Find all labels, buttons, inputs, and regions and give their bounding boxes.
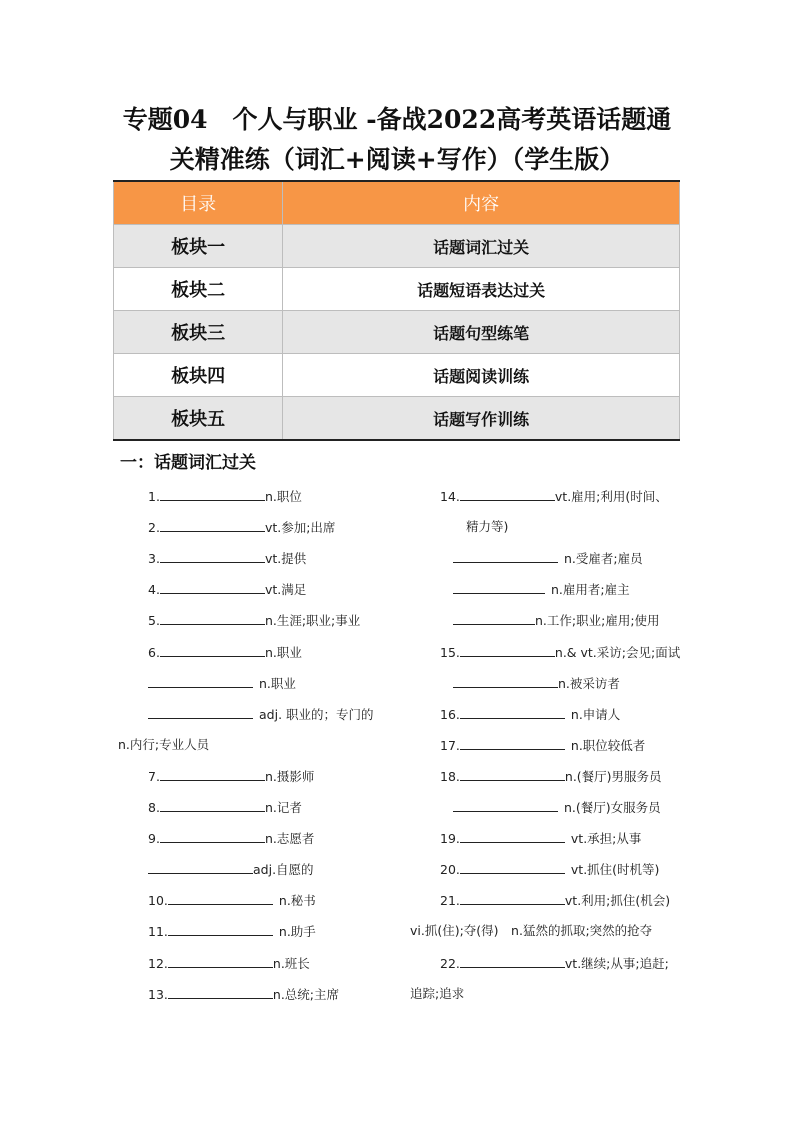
answer-blank[interactable] (160, 550, 265, 563)
left-vocab-item (148, 768, 314, 785)
item-definition: n.受雇者;雇员 (564, 551, 643, 567)
left-vocab-item (148, 955, 310, 972)
item-number: 10. (148, 893, 168, 909)
answer-blank[interactable] (453, 581, 545, 594)
item-definition: vt.参加;出席 (264, 520, 336, 536)
item-definition: 精力等) (466, 519, 509, 535)
item-definition: adj.自愿的 (253, 862, 314, 878)
right-vocab-item (440, 644, 680, 661)
right-vocab-item (410, 986, 464, 1002)
item-number: 16. (440, 706, 460, 722)
right-vocab-item (440, 892, 670, 909)
item-number: 7. (148, 768, 160, 784)
item-number: 1. (148, 489, 160, 504)
answer-blank[interactable] (160, 830, 265, 843)
item-definition: vt.满足 (264, 582, 307, 598)
answer-blank[interactable] (168, 923, 273, 936)
item-number: 15. (440, 644, 460, 660)
left-vocab-item (148, 581, 306, 598)
answer-blank[interactable] (453, 675, 558, 688)
item-definition: vt.提供 (264, 551, 307, 567)
answer-blank[interactable] (148, 675, 253, 688)
left-vocab-item (148, 923, 316, 940)
right-vocab-item (440, 861, 659, 878)
item-definition: adj. 职业的；专门的 (259, 706, 374, 722)
item-definition: n.职业 (264, 644, 302, 660)
item-definition: vt.利用;抓住(机会) (564, 893, 671, 909)
block-content: 话题句型练笔 (283, 311, 680, 354)
right-vocab-item (440, 737, 645, 754)
item-definition: vt.雇用;利用(时间、 (554, 489, 668, 504)
answer-blank[interactable] (460, 892, 565, 905)
item-definition: n.被采访者 (558, 675, 620, 691)
item-definition: n.职位较低者 (570, 737, 646, 753)
block-content: 话题写作训练 (283, 397, 680, 441)
right-vocab-item (453, 550, 643, 567)
answer-blank[interactable] (460, 955, 565, 968)
left-vocab-item (118, 737, 209, 753)
left-vocab-item (148, 861, 314, 878)
answer-blank[interactable] (168, 986, 273, 999)
title-line-1: 专题04 个人与职业 -备战2022高考英语话题通 (122, 105, 672, 134)
answer-blank[interactable] (460, 830, 565, 843)
section-heading: 一：话题词汇过关 (120, 453, 256, 473)
left-vocab-item (148, 892, 316, 909)
right-vocab-item (453, 612, 660, 629)
item-number: 3. (148, 551, 160, 567)
item-number: 2. (148, 520, 160, 536)
answer-blank[interactable] (160, 644, 265, 657)
item-definition: n.摄影师 (264, 768, 315, 784)
item-number: 17. (440, 737, 460, 753)
left-vocab-item (148, 488, 302, 505)
item-definition: n.(餐厅)男服务员 (564, 768, 662, 784)
block-name: 板块一 (114, 225, 283, 268)
answer-blank[interactable] (453, 612, 535, 625)
block-name: 板块四 (114, 354, 283, 397)
item-number: 4. (148, 582, 160, 598)
item-definition: n.助手 (278, 924, 316, 940)
right-vocab-item (440, 706, 620, 723)
item-number: 8. (148, 800, 160, 815)
item-number: 13. (148, 986, 168, 1002)
answer-blank[interactable] (160, 612, 265, 625)
right-vocab-item (410, 923, 652, 939)
title-line-2: 关精准练（词汇+阅读+写作）（学生版） (169, 145, 625, 174)
block-name: 板块三 (114, 311, 283, 354)
item-definition: n.工作;职业;雇用;使用 (535, 613, 660, 629)
right-vocab-item (440, 768, 662, 785)
answer-blank[interactable] (160, 519, 265, 532)
item-definition: n.秘书 (278, 893, 316, 909)
item-definition: n.记者 (264, 800, 302, 815)
right-vocab-item (466, 519, 508, 535)
item-definition: n.(餐厅)女服务员 (564, 800, 661, 815)
item-definition: n.& vt.采访;会见;面试 (554, 644, 681, 660)
item-definition: vi.抓(住);夺(得) n.猛然的抓取;突然的抢夺 (410, 923, 653, 939)
right-vocab-item (453, 799, 661, 816)
item-number: 19. (440, 831, 460, 847)
answer-blank[interactable] (160, 799, 265, 812)
item-number: 18. (440, 768, 460, 784)
block-name: 板块二 (114, 268, 283, 311)
right-vocab-item (440, 830, 641, 847)
item-definition: 追踪;追求 (410, 985, 465, 1001)
left-vocab-item (148, 830, 314, 847)
item-definition: n.总统;主席 (272, 986, 339, 1002)
answer-blank[interactable] (460, 706, 565, 719)
answer-blank[interactable] (160, 488, 265, 501)
answer-blank[interactable] (453, 550, 558, 563)
header-content: 内容 (283, 181, 680, 225)
left-vocab-item (148, 612, 360, 629)
item-definition: n.生涯;职业;事业 (264, 613, 361, 629)
answer-blank[interactable] (460, 737, 565, 750)
left-vocab-item (148, 519, 335, 536)
item-definition: n.志愿者 (264, 831, 315, 847)
block-content: 话题短语表达过关 (283, 268, 680, 311)
item-number: 21. (440, 893, 460, 909)
left-vocab-item (148, 644, 302, 661)
answer-blank[interactable] (168, 892, 273, 905)
block-name: 板块五 (114, 397, 283, 441)
block-content: 话题阅读训练 (283, 354, 680, 397)
right-vocab-item (440, 955, 669, 972)
item-definition: vt.抓住(时机等) (570, 862, 660, 878)
item-definition: vt.继续;从事;追赶; (564, 955, 669, 971)
right-vocab-item (440, 488, 668, 505)
item-number: 22. (440, 955, 460, 971)
answer-blank[interactable] (148, 706, 253, 719)
item-number: 6. (148, 644, 160, 660)
answer-blank[interactable] (168, 955, 273, 968)
item-definition: n.职位 (264, 489, 302, 504)
answer-blank[interactable] (160, 581, 265, 594)
item-definition: vt.承担;从事 (570, 831, 642, 847)
right-vocab-item (453, 581, 630, 598)
answer-blank[interactable] (460, 861, 565, 874)
answer-blank[interactable] (460, 768, 565, 781)
item-number: 11. (148, 924, 168, 940)
item-definition: n.内行;专业人员 (118, 736, 210, 752)
answer-blank[interactable] (160, 768, 265, 781)
left-vocab-item (148, 706, 374, 723)
left-vocab-item (148, 799, 302, 816)
left-vocab-item (148, 986, 339, 1003)
item-definition: n.申请人 (570, 706, 621, 722)
item-definition: n.班长 (272, 955, 310, 971)
answer-blank[interactable] (460, 644, 555, 657)
right-vocab-item (453, 675, 620, 692)
answer-blank[interactable] (453, 799, 558, 812)
header-catalog: 目录 (114, 181, 283, 225)
block-content: 话题词汇过关 (283, 225, 680, 268)
item-definition: n.职业 (259, 675, 296, 691)
answer-blank[interactable] (148, 861, 253, 874)
item-number: 20. (440, 862, 460, 878)
left-vocab-item (148, 675, 296, 692)
left-vocab-item (148, 550, 306, 567)
answer-blank[interactable] (460, 488, 555, 501)
item-number: 9. (148, 831, 160, 847)
item-number: 5. (148, 613, 160, 629)
item-number: 12. (148, 955, 168, 971)
item-number: 14. (440, 489, 460, 504)
item-definition: n.雇用者;雇主 (551, 582, 630, 598)
